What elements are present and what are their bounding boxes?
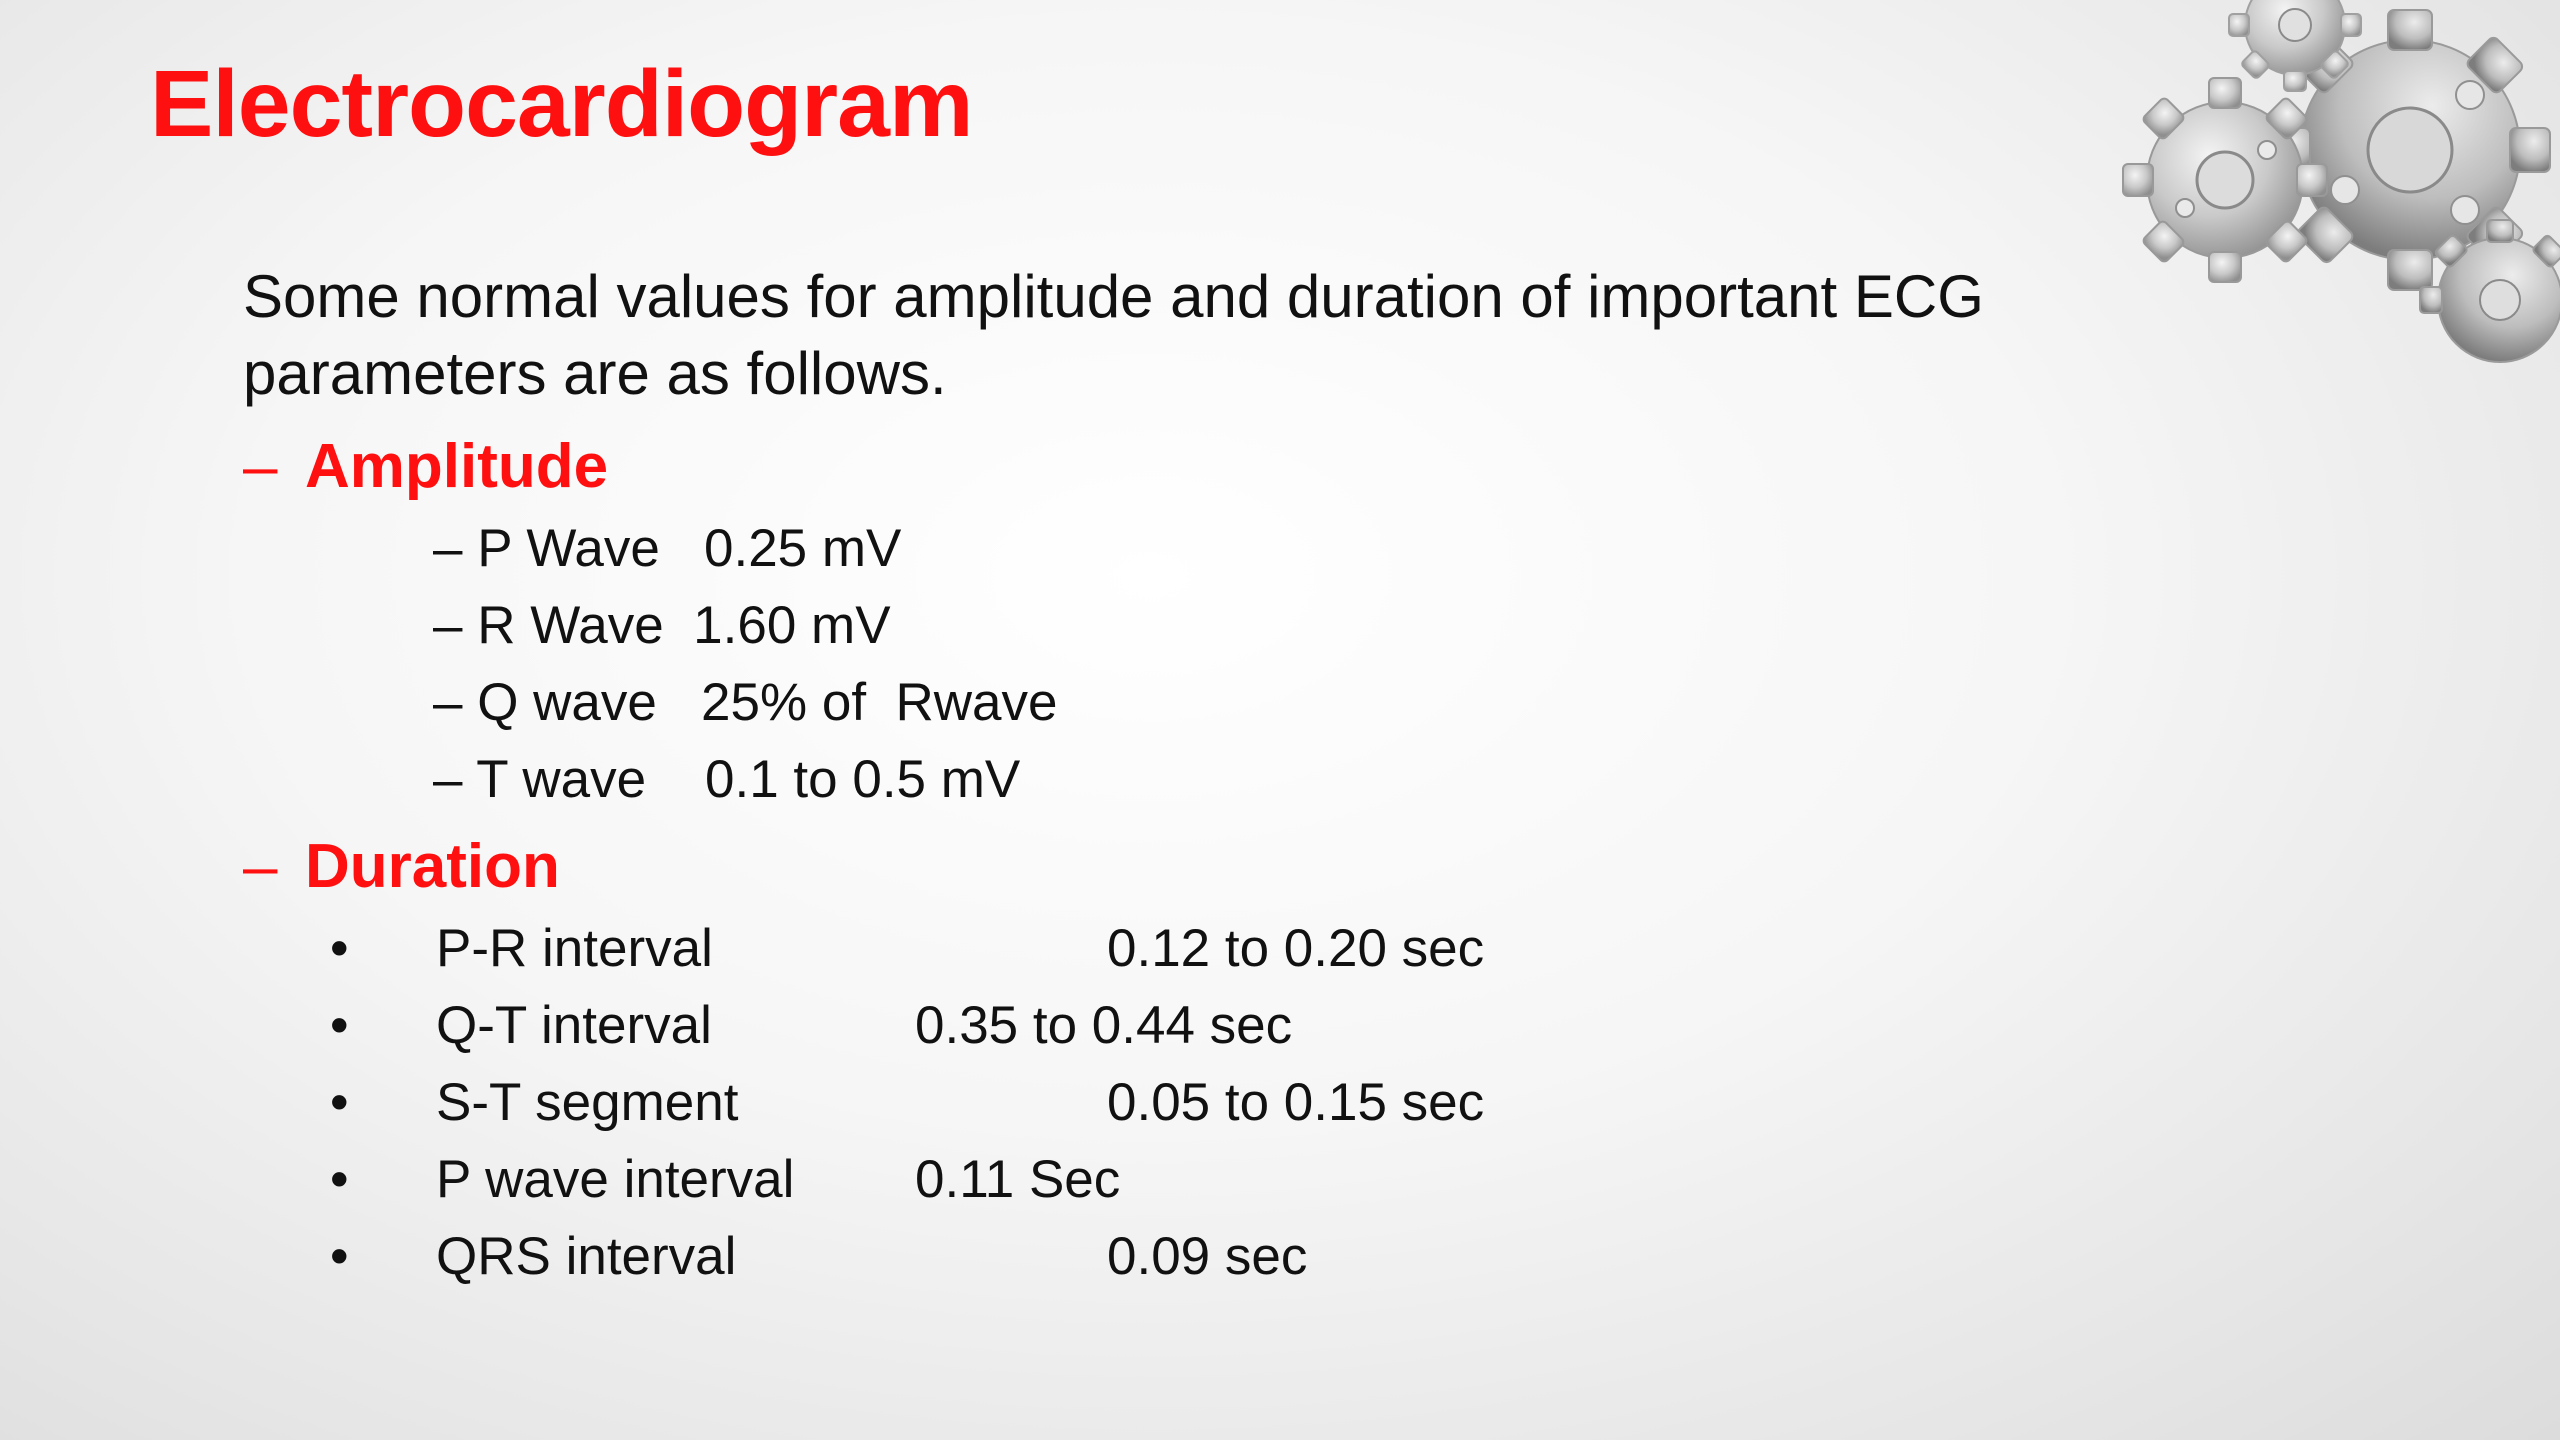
gears-icon [2080, 0, 2560, 380]
duration-item [330, 918, 1630, 995]
bullet: • [330, 919, 349, 978]
duration-value: 0.05 to 0.15 sec [1107, 1073, 1485, 1132]
duration-label: QRS interval [436, 1227, 737, 1286]
duration-value: 0.35 to 0.44 sec [915, 996, 1293, 1055]
duration-label: S-T segment [436, 1073, 739, 1132]
bullet: • [330, 996, 349, 1055]
amplitude-item-r-wave: – R Wave 1.60 mV [433, 596, 891, 655]
duration-heading-label: Duration [305, 832, 560, 901]
duration-value: 0.11 Sec [915, 1150, 1121, 1209]
bullet: • [330, 1150, 349, 1209]
duration-list [330, 918, 1630, 1303]
amplitude-item-p-wave: – P Wave 0.25 mV [433, 519, 902, 578]
duration-label: P-R interval [436, 919, 713, 978]
bullet: • [330, 1073, 349, 1132]
duration-item [330, 995, 1630, 1072]
gear-medium-icon [2123, 78, 2327, 282]
amplitude-item-t-wave: – T wave 0.1 to 0.5 mV [433, 750, 1021, 809]
duration-value: 0.09 sec [1107, 1227, 1308, 1286]
slide-title: Electrocardiogram [150, 51, 973, 157]
amplitude-list [433, 518, 1058, 826]
bullet: • [330, 1227, 349, 1286]
amplitude-heading-label: Amplitude [305, 432, 609, 501]
duration-label: Q-T interval [436, 996, 712, 1055]
duration-value: 0.12 to 0.20 sec [1107, 919, 1485, 978]
duration-heading [243, 832, 560, 901]
amplitude-item-q-wave: – Q wave 25% of Rwave [433, 673, 1058, 732]
amplitude-heading [243, 432, 609, 501]
duration-item [330, 1072, 1630, 1149]
duration-label: P wave interval [436, 1150, 795, 1209]
duration-item [330, 1149, 1630, 1226]
duration-item [330, 1226, 1630, 1303]
amplitude-dash: – [243, 432, 278, 501]
intro-text: Some normal values for amplitude and duration of important ECG parameters are as follows. [243, 263, 1984, 407]
duration-dash: – [243, 832, 278, 901]
